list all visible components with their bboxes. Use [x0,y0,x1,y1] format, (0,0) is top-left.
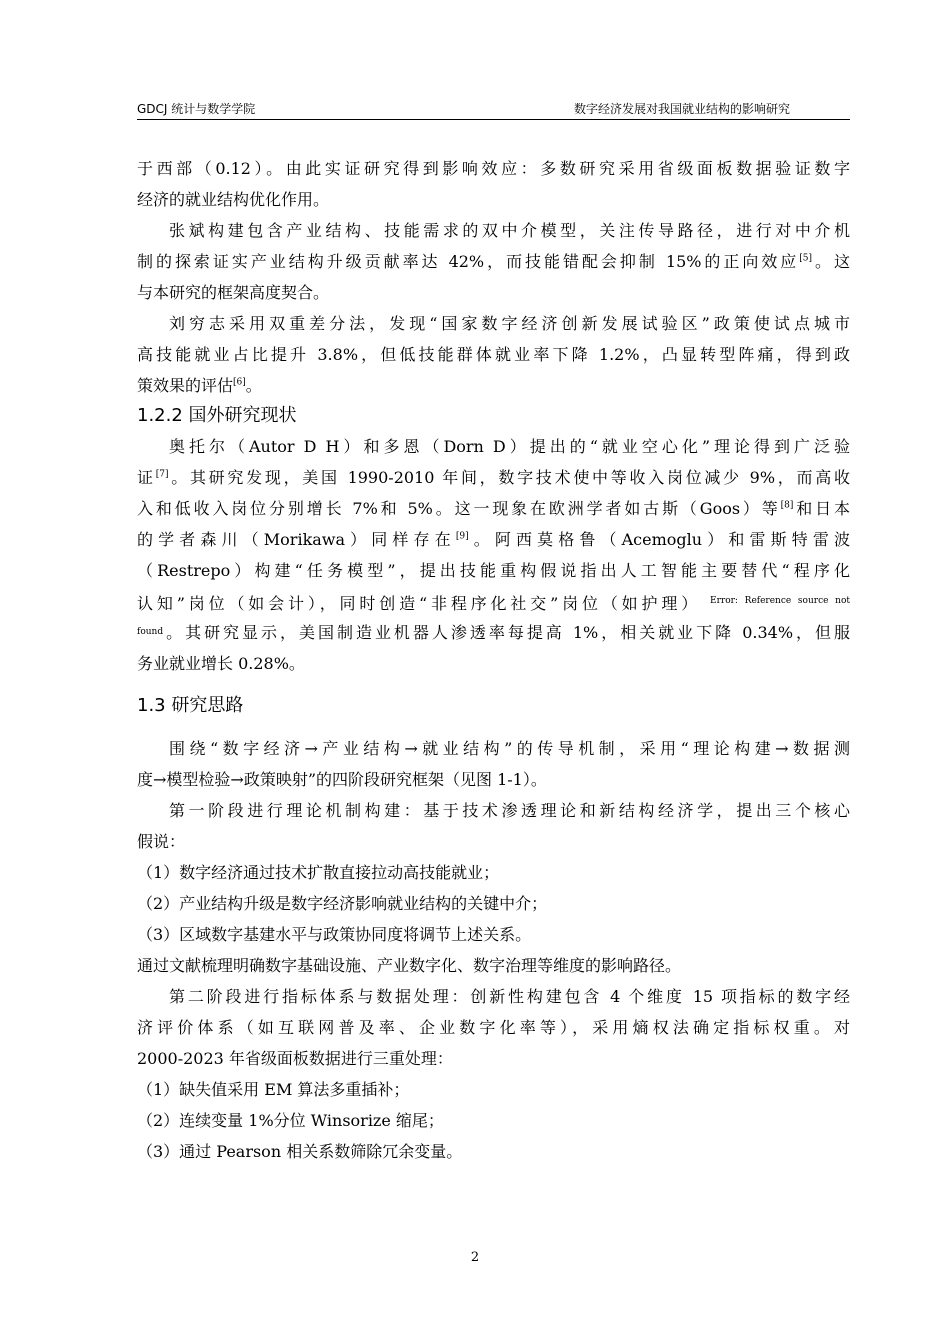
text-span: 。这 [812,252,850,271]
text-line: 济评价体系（如互联网普及率、企业数字化率等），采用熵权法确定指标权重。对 [137,1018,850,1037]
paragraph-7 [137,981,850,1167]
text-span: 。 [245,376,262,395]
text-line: 刘穷志采用双重差分法，发现“国家数字经济创新发展试验区”政策使试点城市 [169,314,850,333]
text-span: 证 [137,468,156,487]
paragraph-4 [137,431,850,679]
text-line: （Restrepo）构建“任务模型”，提出技能重构假说指出人工智能主要替代“程序化 [137,561,850,580]
text-line: 于西部（0.12）。由此实证研究得到影响效应：多数研究采用省级面板数据验证数字 [137,159,850,178]
list-item: （1）缺失值采用 EM 算法多重插补； [137,1080,410,1099]
text-span: 入和低收入岗位分别增长 7%和 5%。这一现象在欧洲学者如古斯（Goos）等 [137,499,781,518]
text-line: 高技能就业占比提升 3.8%，但低技能群体就业率下降 1.2%，凸显转型阵痛，得到政 [137,345,850,364]
page-header [137,101,850,120]
paragraph-6 [137,795,850,981]
text-line: 张斌构建包含产业结构、技能需求的双中介模型，关注传导路径，进行对中介机 [169,221,850,240]
text-span: 和日本 [793,499,850,518]
list-item: （2）产业结构升级是数字经济影响就业结构的关键中介； [137,894,548,913]
text-line: 围绕“数字经济→产业结构→就业结构”的传导机制，采用“理论构建→数据测 [169,739,850,758]
text-span: 策效果的评估 [137,376,234,395]
text-line [137,617,850,648]
text-span: 。阿西莫格鲁（Acemoglu）和雷斯特雷波 [468,530,850,549]
section-heading-1-3: 1.3 研究思路 [137,695,244,716]
header-title: 数字经济发展对我国就业结构的影响研究 [573,102,790,116]
citation-ref[interactable]: [6] [233,377,246,388]
paragraph-3 [137,308,850,401]
text-line [137,246,850,277]
list-item: （3）通过 Pearson 相关系数筛除冗余变量。 [137,1142,463,1161]
text-line: 第二阶段进行指标体系与数据处理：创新性构建包含 4 个维度 15 项指标的数字经 [169,987,850,1006]
paragraph-2 [137,215,850,308]
text-line: 经济的就业结构优化作用。 [137,190,330,209]
text-line: 度→模型检验→政策映射”的四阶段研究框架（见图 1-1）。 [137,770,547,789]
text-line: 假说： [137,832,186,851]
text-line [137,493,850,524]
text-line: 通过文献梳理明确数字基础设施、产业数字化、数字治理等维度的影响路径。 [137,956,682,975]
text-line [137,370,850,401]
document-body [137,153,850,1167]
citation-ref[interactable]: [5] [799,253,813,264]
list-item: （1）数字经济通过技术扩散直接拉动高技能就业； [137,863,500,882]
reference-error-text: found [137,627,164,637]
text-line: 奥托尔（Autor D H）和多恩（Dorn D）提出的“就业空心化”理论得到广泛验 [169,437,850,456]
text-span: 。其研究发现，美国 1990-2010 年间，数字技术使中等收入岗位减少 9%，而高收 [168,468,850,487]
list-item: （3）区域数字基建水平与政策协同度将调节上述关系。 [137,925,532,944]
citation-ref[interactable]: [7] [155,469,169,480]
citation-ref[interactable]: [9] [455,531,469,542]
header-institution: GDCJ 统计与数学学院 [137,102,256,116]
text-span: 制的探索证实产业结构升级贡献率达 42%，而技能错配会抑制 15%的正向效应 [137,252,800,271]
text-line [137,586,850,617]
text-line [137,524,850,555]
text-line: 第一阶段进行理论机制构建：基于技术渗透理论和新结构经济学，提出三个核心 [169,801,850,820]
section-heading-1-2-2: 1.2.2 国外研究现状 [137,405,297,426]
text-line: 务业就业增长 0.28%。 [137,654,305,673]
text-line: 与本研究的框架高度契合。 [137,283,330,302]
text-line [137,462,850,493]
paragraph-1 [137,153,850,215]
citation-ref[interactable]: [8] [780,500,794,511]
text-span: 。其研究显示，美国制造业机器人渗透率每提高 1%，相关就业下降 0.34%，但服 [163,623,850,642]
page-number: 2 [470,1250,480,1265]
reference-error-text: Error: Reference source not [710,596,850,606]
list-item: （2）连续变量 1%分位 Winsorize 缩尾； [137,1111,444,1130]
text-span: 的学者森川（Morikawa）同样存在 [137,530,456,549]
paragraph-5 [137,733,850,795]
text-span: 认知”岗位（如会计），同时创造“非程序化社交”岗位（如护理） [137,594,702,613]
text-line: 2000-2023 年省级面板数据进行三重处理： [137,1049,453,1068]
